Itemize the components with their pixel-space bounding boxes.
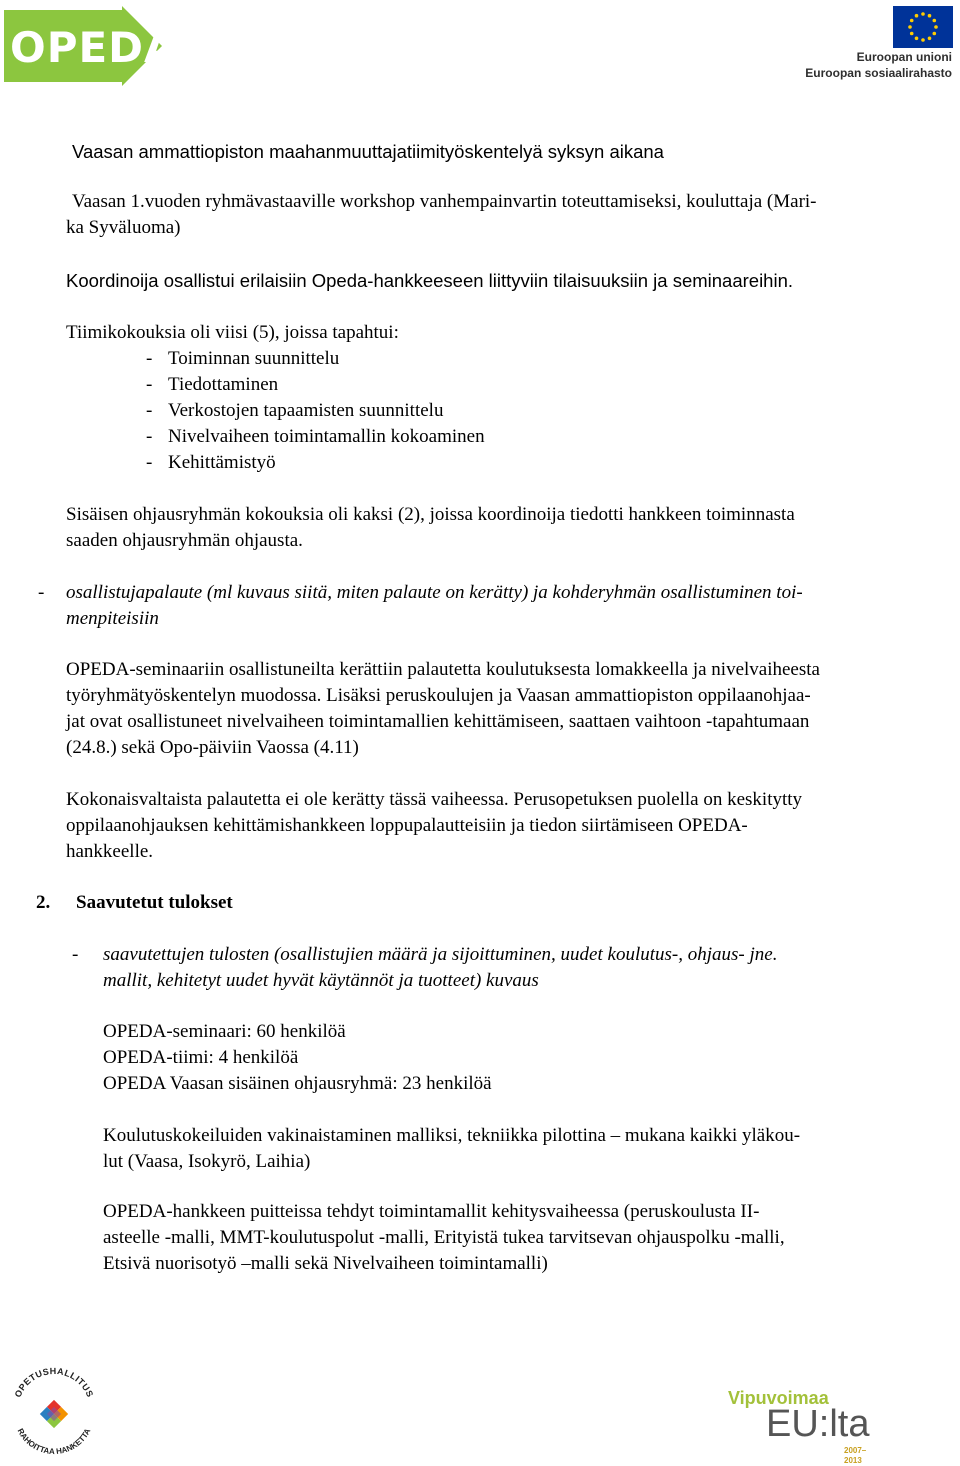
svg-text:RAHOITTAA HANKETTA [16, 1427, 93, 1456]
opeda-logo-text: OPEDA [10, 23, 178, 72]
oph-bottom-text: RAHOITTAA HANKETTA [15, 1427, 93, 1457]
count-line: OPEDA-tiimi: 4 henkilöä [103, 1047, 299, 1068]
svg-text:OPETUSHALLITUS [13, 1366, 96, 1399]
steering-line-1: Sisäisen ohjausryhmän kokouksia oli kaksi (2), joissa koordinoija tiedotti hankkeen toiminnasta [66, 504, 795, 525]
workshop-line-2: ka Syväluoma) [66, 217, 181, 238]
vipu-label: Vipuvoimaa [728, 1388, 829, 1408]
models-line: OPEDA-hankkeen puitteissa tehdyt toimintamallit kehitysvaiheessa (peruskoulusta II- [103, 1201, 760, 1222]
models-line: Etsivä nuorisotyö –malli sekä Nivelvaiheen toimintamalli) [103, 1253, 548, 1274]
dash-mark: - [146, 348, 153, 369]
workshop-line-1: Vaasan 1.vuoden ryhmävastaaville workshop vanhempainvartin toteuttamiseksi, kouluttaja (Mari- [72, 191, 817, 212]
eu-label-union: Euroopan unioni [856, 50, 952, 64]
meetings-list [146, 346, 485, 476]
coordinator-paragraph: Koordinoija osallistui erilaisiin Opeda-hankkeeseen liittyviin tilaisuuksiin ja seminaareihin. [66, 270, 794, 291]
feedback-p1-line: (24.8.) sekä Opo-päiviin Vaossa (4.11) [66, 737, 359, 758]
feedback-p2-line: Kokonaisvaltaista palautetta ei ole kerätty tässä vaiheessa. Perusopetuksen puolella on keskitytty [66, 789, 803, 810]
count-line: OPEDA Vaasan sisäinen ohjausryhmä: 23 henkilöä [103, 1073, 492, 1094]
list-item [146, 450, 485, 476]
feedback-dash: - [38, 582, 45, 603]
results-heading-line-2: mallit, kehitetyt uudet hyvät käytännöt ja tuotteet) kuvaus [103, 970, 539, 991]
intro-paragraph: Vaasan ammattiopiston maahanmuuttajatiimityöskentelyä syksyn aikana [72, 141, 664, 162]
feedback-p1-line: OPEDA-seminaariin osallistuneilta kerättiin palautetta koulutuksesta lomakkeella ja nivelvaiheesta [66, 659, 820, 680]
eu-label-fund: Euroopan sosiaalirahasto [805, 66, 952, 80]
dash-mark: - [146, 374, 153, 395]
feedback-p2-line: hankkeelle. [66, 841, 154, 862]
vipuvoimaa-logo [728, 1388, 878, 1465]
feedback-heading-line-1: osallistujapalaute (ml kuvaus siitä, miten palaute on kerätty) ja kohderyhmän osallistuminen toi- [66, 582, 803, 603]
list-item-text: Verkostojen tapaamisten suunnittelu [168, 400, 444, 421]
feedback-heading-line-2: menpiteisiin [66, 608, 159, 629]
list-item-text: Kehittämistyö [168, 452, 276, 473]
models-line: asteelle -malli, MMT-koulutuspolut -malli, Erityistä tukea tarvitsevan ohjauspolku -malli, [103, 1227, 785, 1248]
results-dash: - [72, 944, 79, 965]
opetushallitus-logo [4, 1358, 104, 1458]
dash-mark: - [146, 400, 153, 421]
feedback-p1-line: jat ovat osallistuneet nivelvaiheen toimintamallien kehittämiseen, saattaen vaihtoon -tapahtumaan [66, 711, 810, 732]
dash-mark: - [146, 452, 153, 473]
meetings-intro: Tiimikokouksia oli viisi (5), joissa tapahtui: [66, 322, 399, 343]
results-heading-line-1: saavutettujen tulosten (osallistujien määrä ja sijoittuminen, uudet koulutus-, ohjaus- jne. [103, 944, 778, 965]
pilot-line: lut (Vaasa, Isokyrö, Laihia) [103, 1151, 311, 1172]
pilot-line: Koulutuskokeiluiden vakinaistaminen malliksi, tekniikka pilottina – mukana kaikki yläkou- [103, 1125, 801, 1146]
list-item [146, 398, 485, 424]
eu-flag-icon [893, 6, 953, 48]
list-item [146, 346, 485, 372]
steering-line-2: saaden ohjausryhmän ohjausta. [66, 530, 303, 551]
list-item [146, 372, 485, 398]
feedback-p2-line: oppilaanohjauksen kehittämishankkeen loppupalautteisiin ja tiedon siirtämiseen OPEDA- [66, 815, 748, 836]
list-item-text: Toiminnan suunnittelu [168, 348, 340, 369]
list-item-text: Tiedottaminen [168, 374, 279, 395]
section-number: 2. [36, 892, 51, 913]
oph-top-text: OPETUSHALLITUS [12, 1365, 96, 1399]
vipu-years-label: 2007–2013 [844, 1446, 867, 1465]
feedback-p1-line: työryhmätyöskentelyn muodossa. Lisäksi peruskoulujen ja Vaasan ammattiopiston oppilaanohjaa- [66, 685, 811, 706]
dash-mark: - [146, 426, 153, 447]
section-title: Saavutetut tulokset [76, 892, 233, 913]
opeda-logo [4, 6, 178, 86]
vipu-eu-label: EU:lta [766, 1403, 870, 1445]
list-item [146, 424, 485, 450]
count-line: OPEDA-seminaari: 60 henkilöä [103, 1021, 346, 1042]
list-item-text: Nivelvaiheen toimintamallin kokoaminen [168, 426, 485, 447]
